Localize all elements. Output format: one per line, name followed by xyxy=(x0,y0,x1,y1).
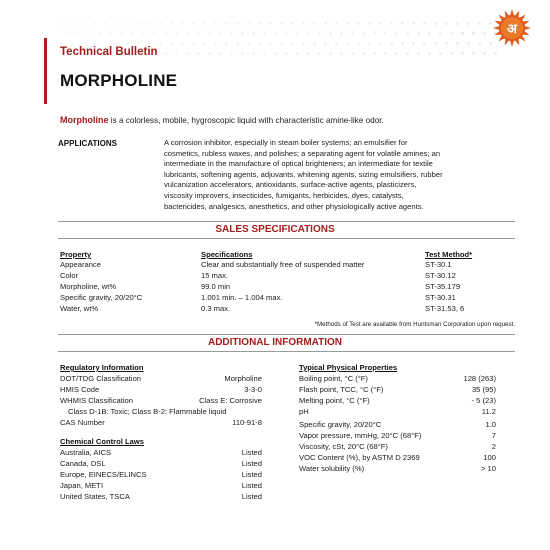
test-method-footnote: *Methods of Test are available from Huntsman Corporation upon request. xyxy=(314,321,515,328)
physical-property-value: 35 (95) xyxy=(471,385,496,394)
applications-line: viscosity improvers, insecticides, fumigants, herbicides, dyes, catalysts, xyxy=(164,190,404,200)
chemical-law-label: Europe, EINECS/ELINCS xyxy=(60,470,147,479)
regulatory-value: Class E: Corrosive xyxy=(199,396,262,405)
regulatory-info-header: Regulatory Information xyxy=(60,363,144,372)
chemical-law-label: Australia, AICS xyxy=(60,448,112,457)
chemical-law-label: United States, TSCA xyxy=(60,492,130,501)
whmis-extra-classes: Class D-1B: Toxic; Class B-2: Flammable liquid xyxy=(68,407,227,416)
applications-label: APPLICATIONS xyxy=(58,139,117,148)
physical-property-label: Melting point, °C (°F) xyxy=(299,396,370,405)
spec-property: Specific gravity, 20/20°C xyxy=(60,293,143,302)
intro-text: is a colorless, mobile, hygroscopic liquid with characteristic amine-like odor. xyxy=(108,116,384,125)
spec-property: Morpholine, wt% xyxy=(60,282,117,291)
applications-line: cosmetics, rubless waxes, and polishes; a separating agent for volatile amines; an xyxy=(164,148,441,158)
spec-property: Appearance xyxy=(60,260,101,269)
regulatory-label: WHMIS Classification xyxy=(60,396,133,405)
spec-value: 0.3 max. xyxy=(201,304,231,313)
spec-header-property: Property xyxy=(60,250,92,259)
spec-method: ST-30.1 xyxy=(425,260,452,269)
spec-value: Clear and substantially free of suspended matter xyxy=(201,260,365,269)
applications-line: intermediate in the manufacture of optical brighteners; an intermediate for textile xyxy=(164,159,433,169)
spec-value: 15 max. xyxy=(201,271,229,280)
physical-property-label: Viscosity, cSt, 20°C (68°F) xyxy=(299,442,388,451)
chemical-law-status: Listed xyxy=(241,448,262,457)
bulletin-label: Technical Bulletin xyxy=(60,46,158,58)
spec-method: ST-35.179 xyxy=(425,282,461,291)
additional-info-title: ADDITIONAL INFORMATION xyxy=(207,337,343,348)
chemical-control-header: Chemical Control Laws xyxy=(60,437,144,446)
section-divider xyxy=(58,221,515,222)
section-divider xyxy=(58,238,515,239)
chemical-law-status: Listed xyxy=(241,459,262,468)
regulatory-label: CAS Number xyxy=(60,418,105,427)
section-divider xyxy=(58,351,515,352)
spec-method: ST-30.31 xyxy=(425,293,456,302)
intro-highlight: Morpholine xyxy=(60,115,109,125)
physical-property-value: 11.2 xyxy=(481,407,496,416)
spec-method: ST-30.12 xyxy=(425,271,456,280)
physical-property-label: Boiling point, °C (°F) xyxy=(299,374,368,383)
section-divider xyxy=(58,334,515,335)
physical-property-label: Specific gravity, 20/20°C xyxy=(299,420,382,429)
physical-property-label: VOC Content (%), by ASTM D 2369 xyxy=(299,453,420,462)
product-title: MORPHOLINE xyxy=(60,71,178,90)
physical-property-value: 2 xyxy=(491,442,496,451)
physical-property-value: 1.0 xyxy=(485,420,496,429)
chemical-law-status: Listed xyxy=(241,481,262,490)
physical-property-label: Vapor pressure, mmHg, 20°C (68°F) xyxy=(299,431,422,440)
physical-property-value: > 10 xyxy=(481,464,496,473)
spec-method: ST-31.53, 6 xyxy=(425,304,465,313)
spec-property: Color xyxy=(60,271,79,280)
intro-sentence xyxy=(60,115,384,125)
applications-line: vulcanization accelerators, antioxidants, surface-active agents, plasticizers, xyxy=(164,180,417,190)
spec-property: Water, wt% xyxy=(60,304,99,313)
header-accent-bar xyxy=(44,38,47,104)
applications-line: A corrosion inhibitor, especially in steam boiler systems; an emulsifier for xyxy=(164,138,408,147)
svg-text:अ: अ xyxy=(507,22,517,37)
spec-header-test-method: Test Method* xyxy=(425,250,473,259)
chemical-law-status: Listed xyxy=(241,492,262,501)
regulatory-value: Morpholine xyxy=(224,374,262,383)
regulatory-value: 3-3-0 xyxy=(244,385,262,394)
sales-specs-title: SALES SPECIFICATIONS xyxy=(215,224,335,235)
spec-value: 1.001 min. – 1.004 max. xyxy=(201,293,283,302)
physical-property-value: - 5 (23) xyxy=(471,396,496,405)
regulatory-value: 110-91-8 xyxy=(232,418,262,427)
physical-property-value: 128 (263) xyxy=(463,374,496,383)
physical-property-label: Water solubility (%) xyxy=(299,464,365,473)
physical-property-label: pH xyxy=(299,407,309,416)
chemical-law-label: Canada, DSL xyxy=(60,459,106,468)
physical-properties-header: Typical Physical Properties xyxy=(299,363,398,372)
applications-line: bactericides, analgesics, anesthetics, and other physiologically active agents. xyxy=(164,201,424,211)
physical-property-value: 100 xyxy=(483,453,496,462)
spec-header-specifications: Specifications xyxy=(201,250,253,259)
company-logo-icon xyxy=(492,8,532,48)
chemical-law-label: Japan, METI xyxy=(60,481,104,490)
physical-property-label: Flash point, TCC, °C (°F) xyxy=(299,385,384,394)
physical-property-value: 7 xyxy=(491,431,496,440)
applications-text xyxy=(164,138,507,212)
chemical-law-status: Listed xyxy=(241,470,262,479)
applications-line: lubricants, softening agents, adjuvants, whitening agents, sizing emulsifiers, rubber xyxy=(164,169,443,179)
regulatory-label: DOT/TDG Classification xyxy=(60,374,142,383)
regulatory-label: HMIS Code xyxy=(60,385,100,394)
spec-value: 99.0 min xyxy=(201,282,231,291)
